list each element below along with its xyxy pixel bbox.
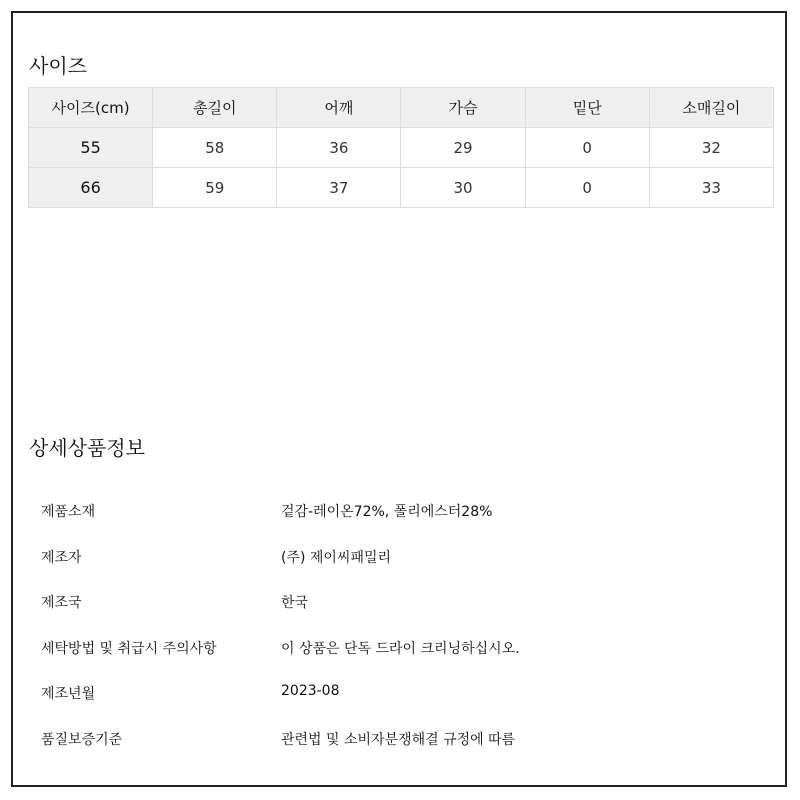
size-value-cell: 58 bbox=[153, 128, 277, 168]
size-header-hem: 밑단 bbox=[525, 88, 649, 128]
table-row bbox=[29, 168, 774, 208]
detail-value: 겉감-레이온72%, 폴리에스터28% bbox=[281, 504, 493, 520]
detail-label: 제조년월 bbox=[41, 686, 96, 702]
size-section-title: 사이즈 bbox=[29, 54, 87, 78]
detail-row-manufacturer bbox=[41, 539, 761, 585]
detail-row-country bbox=[41, 584, 761, 630]
size-header-total-length: 총길이 bbox=[153, 88, 277, 128]
detail-label: 세탁방법 및 취급시 주의사항 bbox=[41, 640, 217, 657]
size-header-sleeve-length: 소매길이 bbox=[649, 88, 773, 128]
size-table bbox=[28, 87, 774, 208]
detail-row-warranty bbox=[41, 721, 761, 767]
size-value-cell: 32 bbox=[649, 128, 773, 168]
size-value-cell: 29 bbox=[401, 128, 525, 168]
detail-value: (주) 제이씨패밀리 bbox=[281, 549, 392, 566]
detail-value: 한국 bbox=[281, 595, 309, 611]
size-table-header-row bbox=[29, 88, 774, 128]
size-value-cell: 36 bbox=[277, 128, 401, 168]
size-label-cell: 55 bbox=[29, 128, 153, 168]
table-row bbox=[29, 128, 774, 168]
product-detail-list bbox=[41, 493, 761, 766]
size-value-cell: 0 bbox=[525, 128, 649, 168]
size-value-cell: 59 bbox=[153, 168, 277, 208]
detail-row-care bbox=[41, 630, 761, 676]
size-value-cell: 33 bbox=[649, 168, 773, 208]
detail-row-manufacture-date bbox=[41, 675, 761, 721]
size-header-size: 사이즈(cm) bbox=[29, 88, 153, 128]
detail-label: 품질보증기준 bbox=[41, 731, 123, 748]
size-header-shoulder: 어깨 bbox=[277, 88, 401, 128]
detail-row-material bbox=[41, 493, 761, 539]
size-value-cell: 37 bbox=[277, 168, 401, 208]
size-header-chest: 가슴 bbox=[401, 88, 525, 128]
detail-label: 제품소재 bbox=[41, 504, 96, 520]
detail-section-title: 상세상품정보 bbox=[29, 436, 145, 460]
detail-value: 2023-08 bbox=[281, 683, 340, 699]
size-label-cell: 66 bbox=[29, 168, 153, 208]
detail-value: 관련법 및 소비자분쟁해결 규정에 따름 bbox=[281, 731, 516, 748]
size-value-cell: 30 bbox=[401, 168, 525, 208]
detail-label: 제조국 bbox=[41, 595, 82, 611]
detail-label: 제조자 bbox=[41, 549, 82, 566]
detail-value: 이 상품은 단독 드라이 크리닝하십시오. bbox=[281, 640, 520, 657]
size-value-cell: 0 bbox=[525, 168, 649, 208]
